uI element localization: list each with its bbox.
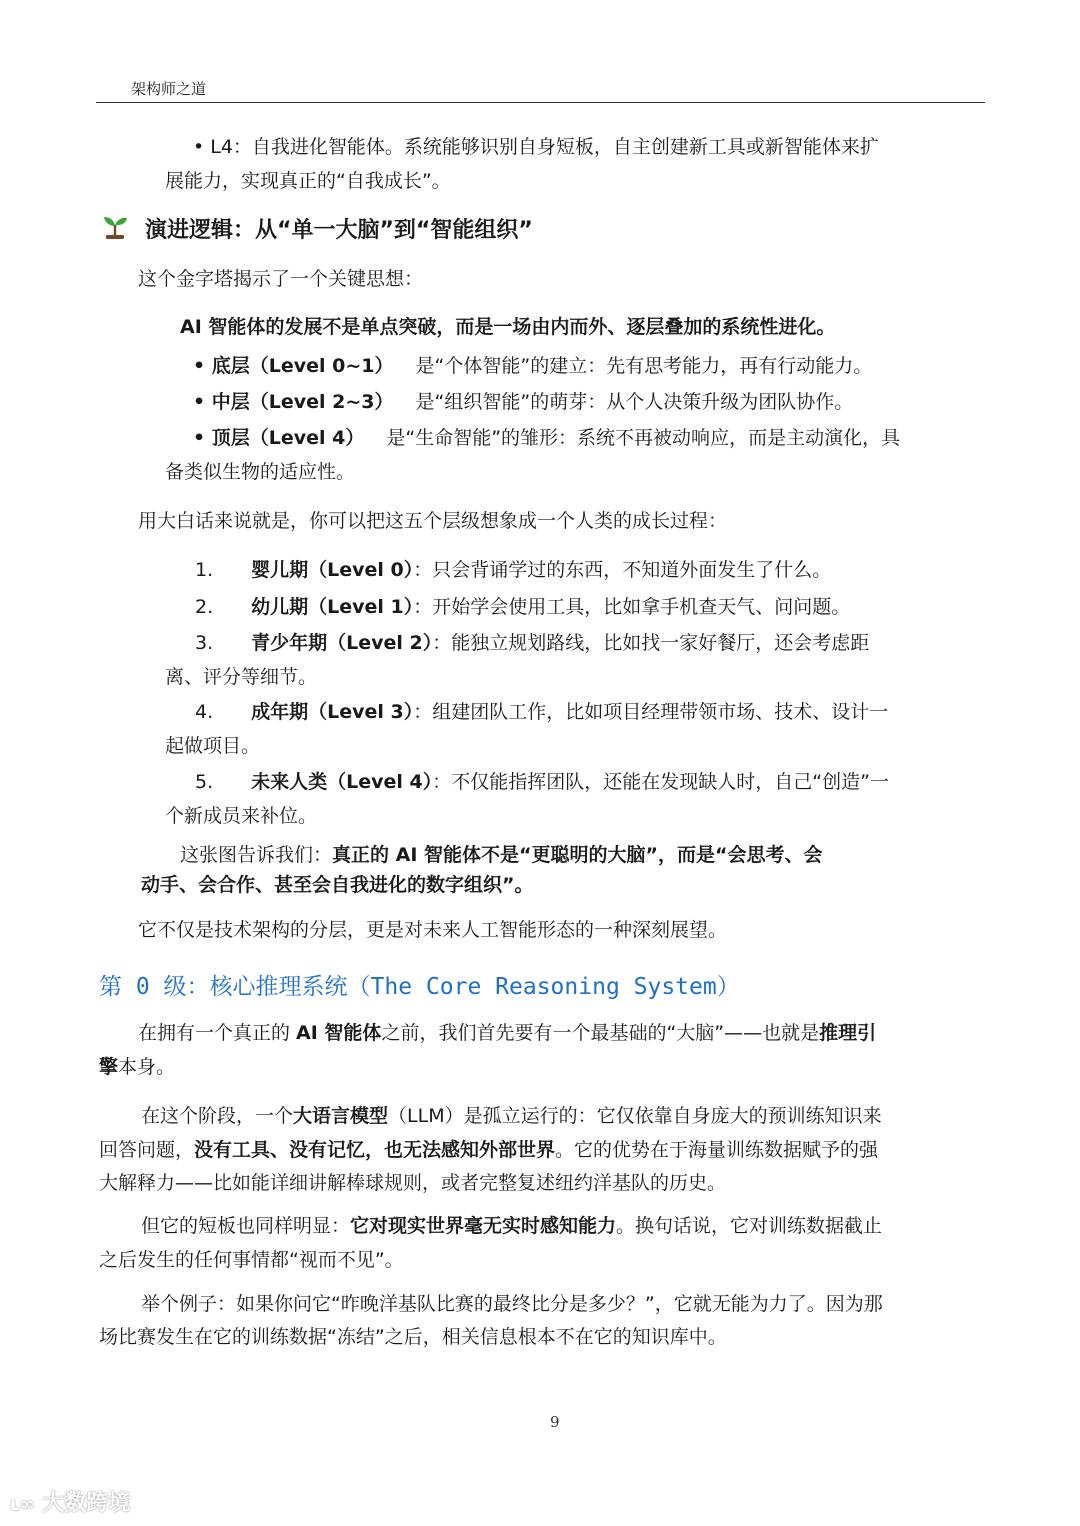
stage-number: 3. <box>195 632 214 654</box>
para1-line2 <box>99 1055 175 1079</box>
layer-bullet <box>193 354 872 378</box>
text-run: 回答问题， <box>99 1139 195 1161</box>
text-run: 本身。 <box>118 1056 176 1078</box>
page-number: 9 <box>550 1413 560 1431</box>
stage-text: ：开始学会使用工具，比如拿手机查天气、问问题。 <box>413 596 851 618</box>
para3-line2: 之后发生的任何事情都“视而不见”。 <box>99 1249 404 1271</box>
watermark-text: 大数跨境 <box>42 1491 131 1516</box>
text-run: （LLM）是孤立运行的：它仅依靠自身庞大的预训练知识来 <box>388 1105 882 1127</box>
l4-bullet-line1: • L4：自我进化智能体。系统能够识别自身短板，自主创建新工具或新智能体来扩 <box>193 136 879 158</box>
text-run: 。它的优势在于海量训练数据赋予的强 <box>555 1139 879 1161</box>
key-idea: AI 智能体的发展不是单点突破，而是一场由内而外、逐层叠加的系统性进化。 <box>180 316 836 338</box>
para2-line1 <box>141 1104 882 1128</box>
stage-label: 幼儿期（Level 1） <box>251 596 414 618</box>
stage-number: 1. <box>195 559 214 581</box>
stage-number: 5. <box>195 771 214 793</box>
stage-label: 未来人类（Level 4） <box>251 771 433 793</box>
text-run: 之前，我们首先要有一个最基础的“大脑”——也就是 <box>381 1022 820 1044</box>
layer-text: 是“组织智能”的萌芽：从个人决策升级为团队协作。 <box>415 391 854 413</box>
text-run-bold: AI 智能体 <box>296 1022 382 1044</box>
layer-bullet-cont: 备类似生物的适应性。 <box>165 461 356 483</box>
layer-bullet <box>193 426 900 450</box>
running-header: 架构师之道 <box>131 80 207 98</box>
text-run: 但它的短板也同样明显： <box>141 1215 351 1237</box>
stage-text: ：能独立规划路线，比如找一家好餐厅，还会考虑距 <box>432 632 870 654</box>
layer-text: 是“个体智能”的建立：先有思考能力，再有行动能力。 <box>415 355 873 377</box>
analogy-intro: 用大白话来说就是，你可以把这五个层级想象成一个人类的成长过程： <box>138 510 728 532</box>
header-rule <box>96 102 985 103</box>
text-run-bold: 没有工具、没有记忆，也无法感知外部世界 <box>194 1139 556 1161</box>
sprout-icon <box>101 212 129 240</box>
stage-text: ：只会背诵学过的东西，不知道外面发生了什么。 <box>413 559 832 581</box>
conclusion-line2: 动手、会合作、甚至会自我进化的数字组织”。 <box>141 874 534 896</box>
watermark-logo-icon: ʟ∞ <box>10 1494 35 1515</box>
stage-label: 婴儿期（Level 0） <box>251 559 414 581</box>
text-run: 在这个阶段，一个 <box>141 1105 294 1127</box>
section-heading: 第 0 级：核心推理系统（The Core Reasoning System） <box>99 974 740 1000</box>
stage-label: 成年期（Level 3） <box>251 701 414 723</box>
para2-line2 <box>99 1138 878 1162</box>
text-run-bold: 擎 <box>99 1056 119 1078</box>
layer-text: 是“生命智能”的雏形：系统不再被动响应，而是主动演化，具 <box>386 427 901 449</box>
stage-cont: 个新成员来补位。 <box>165 805 318 827</box>
text-run-bold: 它对现实世界毫无实时感知能力 <box>350 1215 617 1237</box>
stage-number: 4. <box>195 701 214 723</box>
para2-line3: 大解释力——比如能详细讲解棒球规则，或者完整复述纽约洋基队的历史。 <box>99 1172 727 1194</box>
stage-cont: 离、评分等细节。 <box>165 666 318 688</box>
l4-bullet-line2: 展能力，实现真正的“自我成长”。 <box>165 170 451 192</box>
evolution-heading: 演进逻辑：从“单一大脑”到“智能组织” <box>145 218 533 243</box>
text-run-bold: 推理引 <box>819 1022 877 1044</box>
para3-line1 <box>141 1214 882 1238</box>
para4-line1: 举个例子：如果你问它“昨晚洋基队比赛的最终比分是多少？”，它就无能为力了。因为那 <box>141 1293 883 1315</box>
stage-cont: 起做项目。 <box>165 735 261 757</box>
layer-bullet <box>193 390 853 414</box>
stage-item <box>195 700 888 724</box>
stage-text: ：组建团队工作，比如项目经理带领市场、技术、设计一 <box>413 701 889 723</box>
para1-line1 <box>138 1021 876 1045</box>
layer-label: • 顶层（Level 4） <box>193 427 365 449</box>
stage-item <box>195 558 831 582</box>
stage-item <box>195 631 869 655</box>
text-run-bold: 大语言模型 <box>293 1105 389 1127</box>
stage-item <box>195 770 889 794</box>
layer-label: • 底层（Level 0~1） <box>193 355 394 377</box>
conclusion-line1 <box>180 843 822 867</box>
layer-label: • 中层（Level 2~3） <box>193 391 394 413</box>
evolution-intro: 这个金字塔揭示了一个关键思想： <box>138 268 424 290</box>
watermark <box>10 1486 130 1517</box>
stage-label: 青少年期（Level 2） <box>251 632 433 654</box>
stage-text: ：不仅能指挥团队，还能在发现缺人时，自己“创造”一 <box>432 771 889 793</box>
text-run: 。换句话说，它对训练数据截止 <box>616 1215 883 1237</box>
conclusion-pre: 这张图告诉我们： <box>180 844 333 866</box>
para4-line2: 场比赛发生在它的训练数据“冻结”之后，相关信息根本不在它的知识库中。 <box>99 1326 727 1348</box>
stage-number: 2. <box>195 596 214 618</box>
stage-item <box>195 595 850 619</box>
outlook: 它不仅是技术架构的分层，更是对未来人工智能形态的一种深刻展望。 <box>138 919 728 941</box>
text-run: 在拥有一个真正的 <box>138 1022 297 1044</box>
conclusion-bold: 真正的 AI 智能体不是“更聪明的大脑”，而是“会思考、会 <box>332 844 823 866</box>
